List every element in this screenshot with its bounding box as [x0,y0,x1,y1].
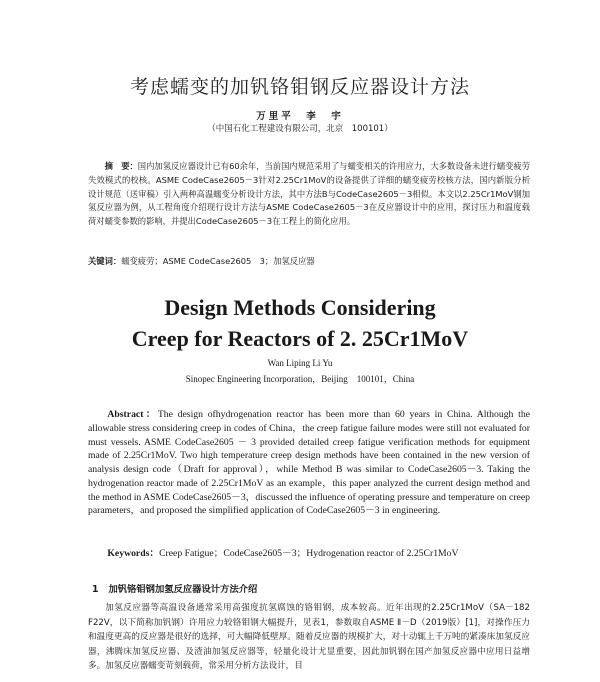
body-paragraph: 加氢反应器等高温设备通常采用高强度抗氢腐蚀的铬钼钢，成本较高。近年出现的2.25Cr1MoV（SA－182 F22V，以下简称加钒钢）许用应力较铬钼钢大幅提升，见表1，参数取自ASME Ⅱ－D（2019版）[1]，对操作压力和温度更高的反应器是很好的选择，可大幅降低壁厚。随着反应器的规模扩大，对十动辄上千万吨的紧凑床加氢反应器，沸腾床加氢反应器、及渣油加氢反应器等，轻量化设计尤显重要，因此加钒钢在国产加氢反应器中应用日益增多。加氢反应器蠕变苛刻载荷，常采用分析方法设计，目 [88,603,530,671]
english-title [0,292,600,354]
chinese-authors: 万里平 李 宇 [256,111,344,122]
english-abstract-text: The design ofhydrogenation reactor has been more than 60 years in China. Although the allowable stress considering creep in codes of China，the creep fatigue failure modes were still not evaluated for must vessels. ASME CodeCase2605 － 3 provided detailed creep fatigue verification methods for equipment made of 2.25Cr1MoV. Two high temperature creep design methods have been contained in the new version of analysis design code（Draft for approval），while Method B was similar to CodeCase2605－3. Taking the hydrogenation reactor made of 2.25Cr1MoV as an example，this paper analyzed the current design method and the method in ASME CodeCase2605－3，discussed the influence of operating pressure and temperature on creep parameters，and proposed the simplified application of CodeCase2605－3 in engineering. [88,409,531,517]
chinese-keywords [88,255,530,267]
chinese-keywords-text: 蠕变疲劳；ASME CodeCase2605 3；加氢反应器 [121,256,315,266]
english-title-line-2: Creep for Reactors of 2. 25Cr1MoV [131,326,469,351]
english-authors: Wan Liping Li Yu [267,358,333,368]
english-keywords-label: Keywords： [107,548,160,559]
section-number: 1 [92,584,99,595]
chinese-affiliation: （中国石化工程建设有限公司，北京 100101） [207,124,393,134]
chinese-keywords-label: 关键词： [88,256,122,266]
section-title: 加钒铬钼钢加氢反应器设计方法介绍 [108,584,258,595]
chinese-abstract-label: 摘 要： [104,161,138,171]
chinese-abstract [88,160,530,229]
chinese-title: 考虑蠕变的加钒铬钼钢反应器设计方法 [129,76,470,98]
english-abstract-label: Abstract： [107,409,158,420]
english-keywords [88,545,530,559]
english-title-line-1: Design Methods Considering [164,295,436,320]
english-abstract [88,408,530,518]
english-affiliation: Sinopec Engineering Incorporation，Beijing 100101，China [185,374,415,384]
chinese-abstract-text: 国内加氢反应器设计已有60余年，当前国内规范采用了与蠕变相关的许用应力，大多数设备未进行蠕变疲劳失效模式的校核。ASME CodeCase2605－3针对2.25Cr1MoV的设备提供了详细的蠕变疲劳校核方法，国内新版分析设计规范（送审稿）引入两种高温蠕变分析设计方法，其中方法B与CodeCase2605－3相似。本文以2.25Cr1MoV钢加氢反应器为例，从工程角度介绍现行设计方法与ASME CodeCase2605－3在反应器设计中的应用，探讨压力和温度载荷对蠕变参数的影响，并提出CodeCase2605－3在工程上的简化应用。 [88,161,531,227]
english-keywords-text: Creep Fatigue；CodeCase2605－3；Hydrogenation reactor of 2.25Cr1MoV [159,548,459,559]
section-heading [92,581,257,595]
